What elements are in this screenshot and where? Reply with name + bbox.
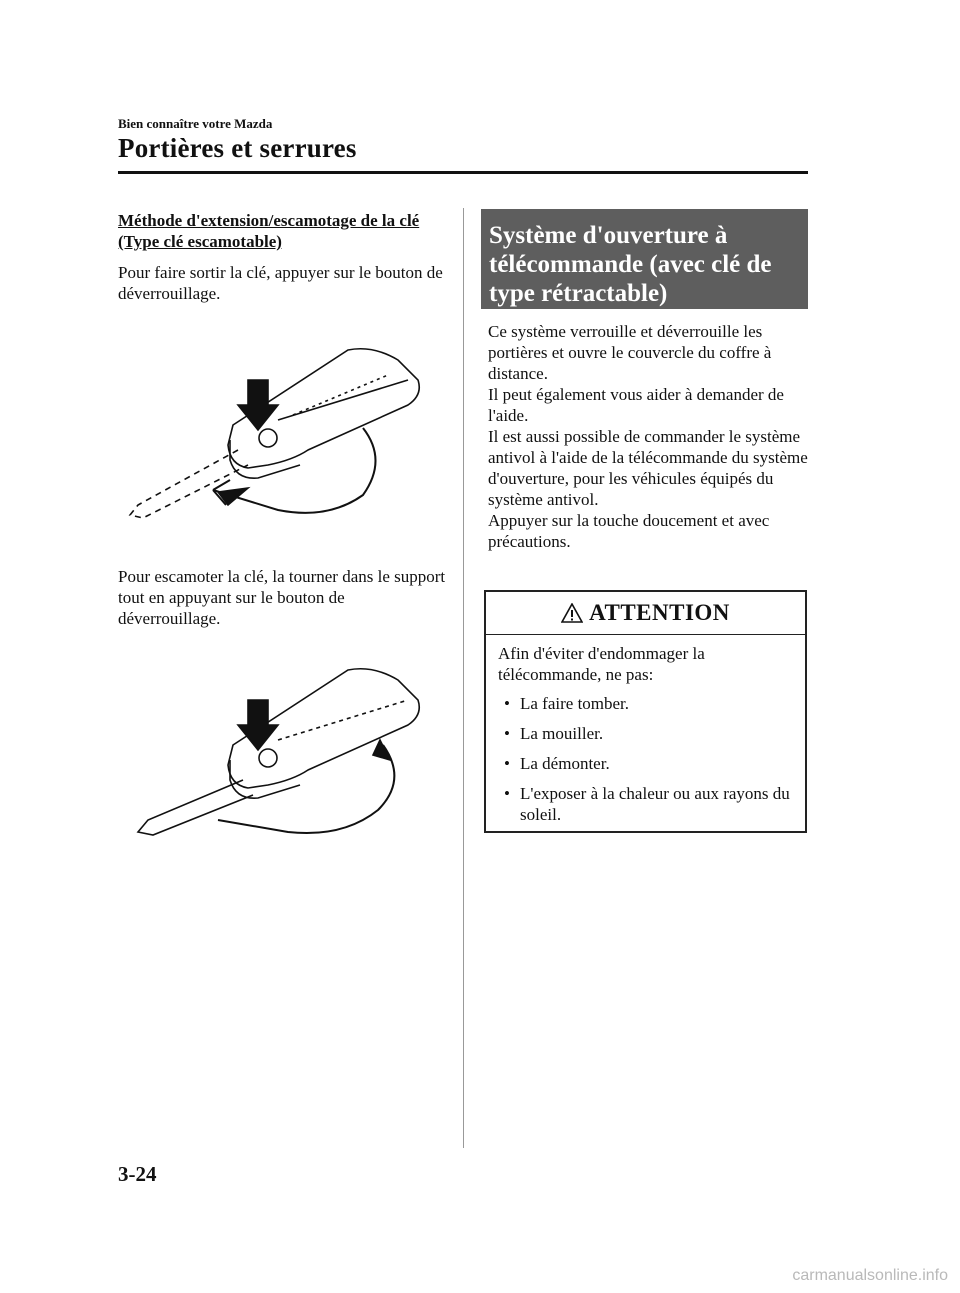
key-extend-illustration [118, 340, 438, 525]
warning-item [498, 783, 795, 825]
bullet: • [504, 694, 510, 713]
breadcrumb: Bien connaître votre Mazda [118, 116, 273, 131]
page-title: Portières et serrures [118, 133, 357, 163]
section-heading: Système d'ouverture à télécommande (avec clé de type rétractable) [481, 209, 808, 309]
section-paragraph: Appuyer sur la touche doucement et avec précautions. [488, 511, 770, 551]
bullet: • [504, 724, 510, 743]
warning-item-text: La faire tomber. [520, 694, 630, 713]
paragraph-retract-key: Pour escamoter la clé, la tourner dans le support tout en appuyant sur le bouton de déverrouillage. [118, 567, 446, 628]
bullet: • [504, 784, 510, 803]
warning-box [484, 590, 807, 833]
key-retract-illustration [118, 660, 438, 845]
warning-item [498, 693, 795, 714]
header-rule [118, 171, 808, 174]
warning-item-text: La démonter. [520, 754, 610, 773]
section-paragraph: Ce système verrouille et déverrouille les portières et ouvre le couvercle du coffre à distance. [488, 322, 772, 383]
watermark: carmanualsonline.info [792, 1267, 948, 1284]
warning-item [498, 753, 795, 774]
warning-item [498, 723, 795, 744]
warning-list [498, 693, 795, 825]
warning-triangle-icon [561, 603, 583, 623]
warning-intro: Afin d'éviter d'endommager la télécommande, ne pas: [498, 644, 705, 684]
warning-title: ATTENTION [589, 600, 730, 625]
paragraph-extend-key: Pour faire sortir la clé, appuyer sur le bouton de déverrouillage. [118, 263, 443, 303]
bullet: • [504, 754, 510, 773]
warning-item-text: La mouiller. [520, 724, 604, 743]
subheading: Méthode d'extension/escamotage de la clé (Type clé escamotable) [118, 211, 420, 251]
column-divider [463, 208, 464, 1148]
section-body [488, 321, 810, 552]
warning-item-text: L'exposer à la chaleur ou aux rayons du soleil. [520, 784, 790, 824]
section-paragraph: Il est aussi possible de commander le système antivol à l'aide de la télécommande du système d'ouverture, pour les véhicules équipés du système antivol. [488, 427, 808, 509]
section-paragraph: Il peut également vous aider à demander de l'aide. [488, 385, 784, 425]
page-number: 3-24 [118, 1162, 157, 1186]
warning-header [486, 592, 805, 635]
